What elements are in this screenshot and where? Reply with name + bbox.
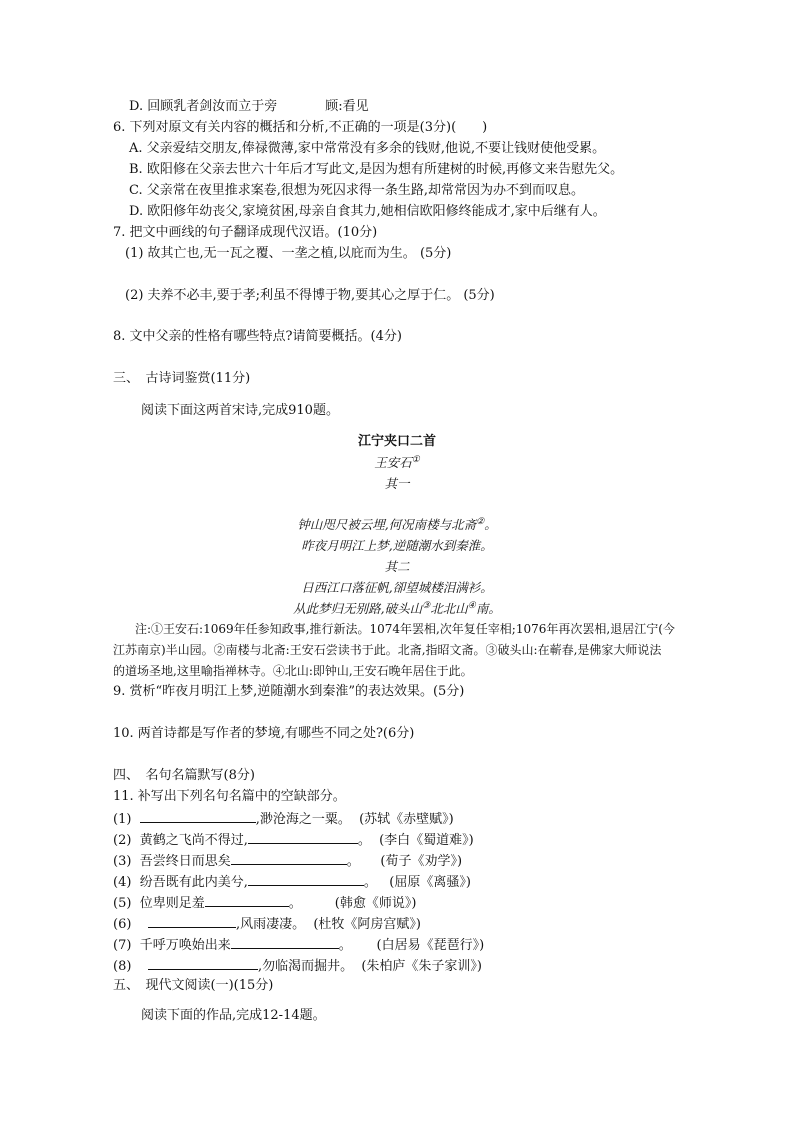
item-number: (6) xyxy=(113,917,132,932)
q6-option-b: B. 欧阳修在父亲去世六十年后才写此文,是因为想有所建树的时候,再修文来告慰先父。 xyxy=(129,162,624,177)
item-number: (5) xyxy=(113,896,132,911)
recitation-item-7 xyxy=(113,934,484,956)
recitation-item-2 xyxy=(113,829,474,851)
poem-line-1b: 昨夜月明江上梦,逆随潮水到秦淮。 xyxy=(301,538,493,553)
item-number: (4) xyxy=(113,875,132,890)
item-post: ,勿临渴而掘井。 xyxy=(257,959,354,974)
q5-option-d-text: D. 回顾乳者剑汝而立于旁 xyxy=(129,99,278,114)
poem-line-1a: 钟山咫尺被云埋,何况南楼与北斋②。 xyxy=(297,516,497,532)
item-pre: 位卑则足羞 xyxy=(139,896,205,911)
poem-part-1: 其一 xyxy=(384,476,410,491)
answer-blank[interactable] xyxy=(140,808,256,823)
q10-stem: 10. 两首诗都是写作者的梦境,有哪些不同之处?(6分) xyxy=(113,726,415,741)
answer-blank[interactable] xyxy=(205,892,289,907)
poem-line-2b-part1: 从此梦归无别路,破头山 xyxy=(293,601,423,616)
item-source: (朱柏庐《朱子家训》) xyxy=(361,959,483,974)
answer-blank[interactable] xyxy=(231,850,347,865)
q6-option-d: D. 欧阳修年幼丧父,家境贫困,母亲自食其力,她相信欧阳修终能成才,家中后继有人。 xyxy=(129,204,606,219)
poem-note-2: 江苏南京)半山园。②南楼与北斋:王安石尝读书于此。北斋,指昭文斋。③破头山:在蕲春,是佛家大师说法 xyxy=(113,643,662,657)
poem-title: 江宁夹口二首 xyxy=(357,434,436,449)
poem-author-name: 王安石 xyxy=(374,455,412,470)
item-post: 。 xyxy=(338,938,352,953)
item-number: (3) xyxy=(113,854,132,869)
recitation-item-3 xyxy=(113,850,462,872)
q5-option-d-gloss: 顾:看见 xyxy=(325,99,369,114)
q7-stem: 7. 把文中画线的句子翻译成现代汉语。(10分) xyxy=(113,225,378,240)
item-source: (李白《蜀道难》) xyxy=(379,833,474,848)
recitation-item-5 xyxy=(113,892,416,914)
answer-blank[interactable] xyxy=(248,871,364,886)
item-source: (屈原《离骚》) xyxy=(389,875,471,890)
section-4-heading: 四、 名句名篇默写(8分) xyxy=(113,768,255,783)
poem-line-2b xyxy=(0,599,794,619)
item-post: 。 xyxy=(346,854,360,869)
item-source: (杜牧《阿房宫赋》) xyxy=(313,917,422,932)
item-number: (2) xyxy=(113,833,132,848)
q6-stem: 6. 下列对原文有关内容的概括和分析,不正确的一项是(3分)( ) xyxy=(113,120,488,135)
q7-sentence-2: (2) 夫养不必丰,要于孝;利虽不得博于物,要其心之厚于仁。 (5分) xyxy=(125,288,495,303)
answer-blank[interactable] xyxy=(248,829,358,844)
item-number: (7) xyxy=(113,938,132,953)
q9-stem: 9. 赏析“昨夜月明江上梦,逆随潮水到秦淮”的表达效果。(5分) xyxy=(113,684,465,699)
section-3-instruction: 阅读下面这两首宋诗,完成910题。 xyxy=(141,403,339,418)
item-number: (8) xyxy=(113,959,132,974)
recitation-item-8 xyxy=(113,955,482,977)
q6-option-a: A. 父亲爱结交朋友,俸禄微薄,家中常常没有多余的钱财,他说,不要让钱财使他受累。 xyxy=(129,141,606,156)
item-pre: 纷吾既有此内美兮, xyxy=(139,875,248,890)
poem-line-2a: 日西江口落征帆,卻望城楼泪满衫。 xyxy=(301,580,493,595)
poem-author-note: ① xyxy=(411,454,420,465)
poem-line-2b-part2: 北北山 xyxy=(430,601,468,616)
section-5-instruction: 阅读下面的作品,完成12-14题。 xyxy=(141,1008,326,1023)
answer-blank[interactable] xyxy=(148,913,236,928)
poem-line-2b-note2: ④ xyxy=(467,600,476,611)
item-source: (白居易《琵琶行》) xyxy=(376,938,485,953)
item-post: 。 xyxy=(363,875,377,890)
q6-option-c: C. 父亲常在夜里推求案卷,很想为死囚求得一条生路,却常常因为办不到而叹息。 xyxy=(129,183,585,198)
recitation-item-4 xyxy=(113,871,471,893)
q11-stem: 11. 补写出下列名句名篇中的空缺部分。 xyxy=(113,789,346,804)
item-pre: 黄鹤之飞尚不得过, xyxy=(139,833,248,848)
item-post: 。 xyxy=(288,896,302,911)
poem-line-1a-note: ② xyxy=(476,516,485,527)
item-post: ,风雨凄凄。 xyxy=(235,917,306,932)
poem-line-1a-text: 钟山咫尺被云埋,何况南楼与北斋 xyxy=(297,517,477,532)
item-pre: 千呼万唤始出来 xyxy=(139,938,231,953)
poem-note-3: 的道场圣地,这里喻指禅林寺。④北山:即钟山,王安石晚年居住于此。 xyxy=(113,664,473,678)
item-post: ,渺沧海之一粟。 xyxy=(255,812,351,827)
poem-note-1: 注:①王安石:1069年任参知政事,推行新法。1074年罢相,次年复任宰相;1076年再次罢相,退居江宁(今 xyxy=(135,622,675,636)
recitation-item-1 xyxy=(113,808,454,830)
recitation-item-6 xyxy=(113,913,421,935)
poem-line-2b-note1: ③ xyxy=(422,600,431,611)
item-source: (苏轼《赤壁赋》) xyxy=(359,812,454,827)
item-source: (韩愈《师说》) xyxy=(334,896,417,911)
answer-blank[interactable] xyxy=(148,955,258,970)
q5-option-d xyxy=(129,97,369,117)
q8-stem: 8. 文中父亲的性格有哪些特点?请简要概括。(4分) xyxy=(113,329,402,344)
poem-line-2b-part3: 南。 xyxy=(475,601,501,616)
q7-sentence-1: (1) 故其亡也,无一瓦之覆、一垄之植,以庇而为生。 (5分) xyxy=(125,246,452,261)
item-source: (荀子《劝学》) xyxy=(380,854,463,869)
item-number: (1) xyxy=(113,812,132,827)
poem-author xyxy=(0,453,794,473)
section-3-heading: 三、 古诗词鉴赏(11分) xyxy=(113,371,251,386)
item-pre: 吾尝终日而思矣 xyxy=(139,854,231,869)
item-post: 。 xyxy=(357,833,371,848)
section-5-heading: 五、 现代文阅读(一)(15分) xyxy=(113,978,274,993)
poem-part-2: 其二 xyxy=(384,559,410,574)
answer-blank[interactable] xyxy=(231,934,339,949)
